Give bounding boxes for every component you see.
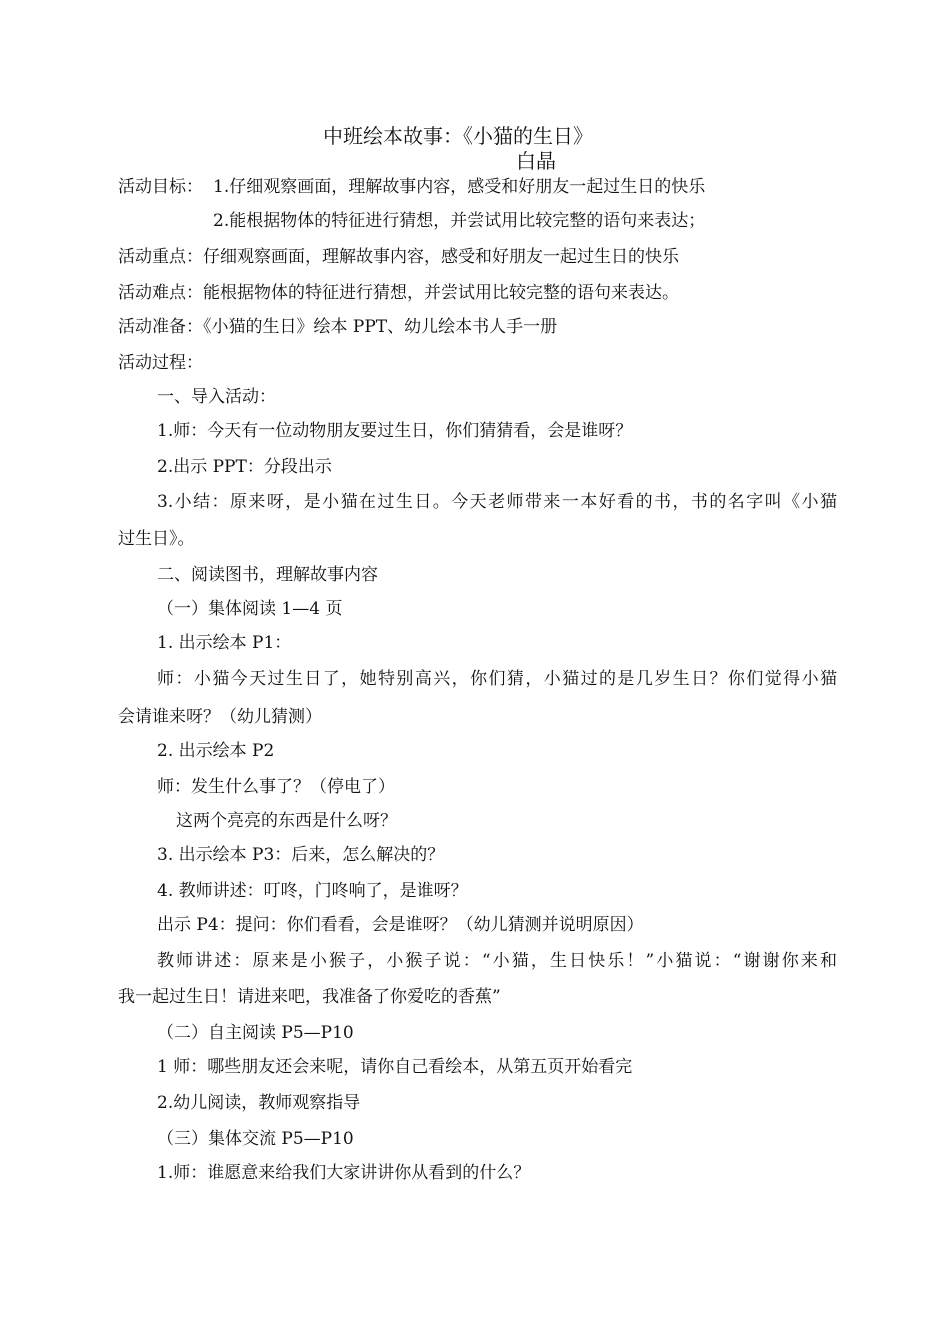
- part2-step2: 2.幼儿阅读，教师观察指导: [157, 1093, 361, 1113]
- part1-p3: 3. 出示绘本 P3：后来，怎么解决的？: [157, 845, 445, 865]
- document-title: 中班绘本故事：《小猫的生日》: [323, 124, 593, 148]
- part2-step1: 1 师：哪些朋友还会来呢，请你自己看绘本，从第五页开始看完: [157, 1057, 633, 1077]
- goal-item-2: 2.能根据物体的特征进行猜想，并尝试用比较完整的语句来表达；: [213, 211, 706, 231]
- process-label: 活动过程：: [118, 353, 203, 373]
- part3-step1: 1.师：谁愿意来给我们大家讲讲你从看到的什么？: [157, 1163, 531, 1183]
- preparation: 活动准备：《小猫的生日》绘本 PPT、幼儿绘本书人手一册: [118, 317, 558, 337]
- author-name: 白晶: [516, 149, 556, 173]
- section2-heading: 二、阅读图书，理解故事内容: [157, 565, 378, 585]
- part1-p2-teacher: 师：发生什么事了？（停电了）: [157, 777, 395, 797]
- narration-line1: 教师讲述：原来是小猴子，小猴子说：“小猫，生日快乐！”小猫说：“谢谢你来和: [157, 951, 837, 971]
- narration-line2: 我一起过生日！请进来吧，我准备了你爱吃的香蕉”: [118, 987, 501, 1007]
- section1-step1: 1.师：今天有一位动物朋友要过生日，你们猜猜看，会是谁呀？: [157, 421, 633, 441]
- part1-p2: 2. 出示绘本 P2: [157, 741, 275, 761]
- part2-heading: （二）自主阅读 P5—P10: [157, 1023, 354, 1043]
- part1-p1: 1. 出示绘本 P1：: [157, 633, 292, 653]
- part1-p4-show: 出示 P4：提问：你们看看，会是谁呀？（幼儿猜测并说明原因）: [157, 915, 644, 935]
- part1-p1-teacher-line2: 会请谁来呀？（幼儿猜测）: [118, 707, 322, 727]
- goals-label: 活动目标：: [118, 177, 203, 197]
- part3-heading: （三）集体交流 P5—P10: [157, 1129, 354, 1149]
- goal-item-1: 1.仔细观察画面，理解故事内容，感受和好朋友一起过生日的快乐: [213, 177, 706, 197]
- part1-p2-question: 这两个亮亮的东西是什么呀？: [176, 811, 397, 831]
- section1-heading: 一、导入活动：: [157, 387, 276, 407]
- part1-heading: （一）集体阅读 1—4 页: [157, 599, 343, 619]
- key-point: 活动重点：仔细观察画面，理解故事内容，感受和好朋友一起过生日的快乐: [118, 247, 679, 267]
- difficulty: 活动难点：能根据物体的特征进行猜想，并尝试用比较完整的语句来表达。: [118, 283, 679, 303]
- section1-step2: 2.出示 PPT：分段出示: [157, 457, 332, 477]
- part1-p4: 4. 教师讲述：叮咚，门咚响了，是谁呀？: [157, 881, 468, 901]
- section1-step3-line2: 过生日》。: [118, 529, 195, 549]
- part1-p1-teacher-line1: 师：小猫今天过生日了，她特别高兴，你们猜，小猫过的是几岁生日？你们觉得小猫: [157, 669, 837, 689]
- section1-step3-line1: 3.小结：原来呀，是小猫在过生日。今天老师带来一本好看的书，书的名字叫《小猫: [157, 492, 837, 512]
